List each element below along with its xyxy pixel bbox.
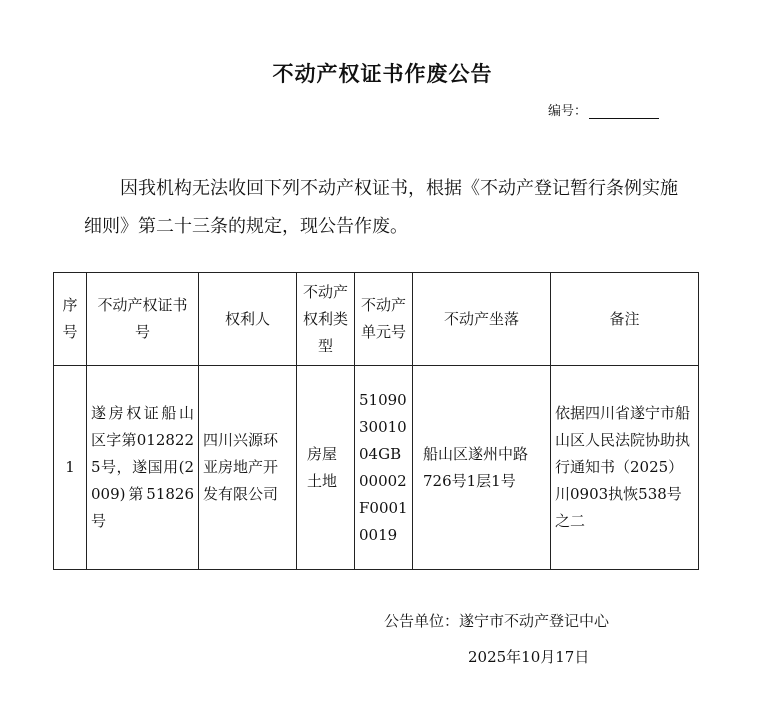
certificate-table — [53, 272, 699, 570]
header-holder: 权利人 — [199, 273, 297, 366]
document-number — [548, 100, 659, 119]
cell-location: 船山区遂州中路726号1层1号 — [413, 366, 551, 570]
header-right-type: 不动产权利类型 — [297, 273, 355, 366]
cell-holder: 四川兴源环亚房地产开发有限公司 — [199, 366, 297, 570]
cell-cert-no: 遂房权证船山区字第0128225号，遂国用(2009)第51826号 — [87, 366, 199, 570]
cell-right-type: 房屋土地 — [297, 366, 355, 570]
header-remark: 备注 — [551, 273, 699, 366]
table-row — [54, 366, 699, 570]
table-header-row — [54, 273, 699, 366]
number-label: 编号： — [548, 104, 588, 119]
cell-remark: 依据四川省遂宁市船山区人民法院协助执行通知书（2025）川0903执恢538号之二 — [551, 366, 699, 570]
header-cert-no: 不动产权证书号 — [87, 273, 199, 366]
announcement-paragraph — [84, 170, 684, 246]
number-blank-line — [589, 104, 659, 119]
issuing-unit: 公告单位：遂宁市不动产登记中心 — [384, 612, 610, 630]
announcement-text: 因我机构无法收回下列不动产权证书，根据《不动产登记暂行条例实施细则》第二十三条的规定，现公告作废。 — [84, 178, 678, 237]
header-unit-no: 不动产单元号 — [355, 273, 413, 366]
cell-unit-no: 510903001004GB00002F00010019 — [355, 366, 413, 570]
document-title: 不动产权证书作废公告 — [272, 62, 493, 86]
header-location: 不动产坐落 — [413, 273, 551, 366]
header-seq: 序号 — [54, 273, 87, 366]
cell-seq: 1 — [54, 366, 87, 570]
issue-date: 2025年10月17日 — [468, 648, 590, 666]
